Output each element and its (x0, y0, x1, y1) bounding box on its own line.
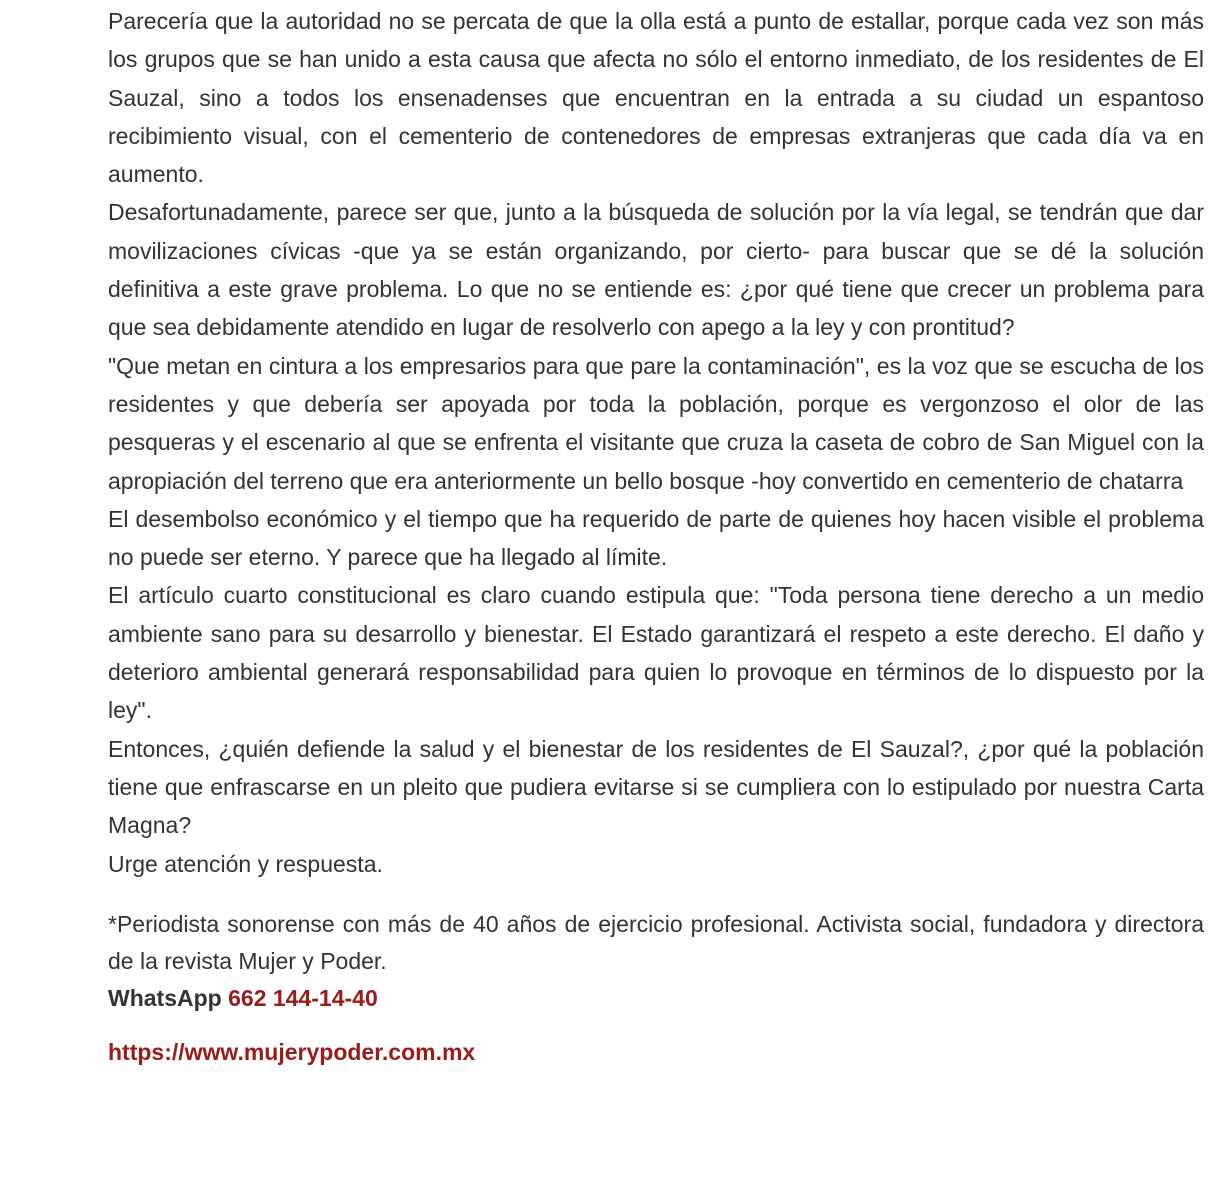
website-link[interactable]: https://www.mujerypoder.com.mx (108, 1038, 476, 1065)
paragraph-7: Urge atención y respuesta. (108, 850, 383, 877)
author-bio: *Periodista sonorense con más de 40 años de ejercicio profesional. Activista social, fundadora y directora de la revista Mujer y Poder. (108, 910, 1204, 974)
paragraph-2: Desafortunadamente, parece ser que, junto a la búsqueda de solución por la vía legal, se tendrán que dar movilizaciones cívicas -que ya se están organizando, por cierto- para buscar que se dé la solución definitiva a este grave problema. Lo que no se entiende es: ¿por qué tiene que crecer un problema para que sea debidamente atendido en lugar de resolverlo con apego a la ley y con prontitud? (108, 199, 1204, 341)
paragraph-1: Parecería que la autoridad no se percata de que la olla está a punto de estallar, porque cada vez son más los grupos que se han unido a esta causa que afecta no sólo el entorno inmediato, de los residentes de El Sauzal, sino a todos los ensenadenses que encuentran en la entrada a su ciudad un espantoso recibimiento visual, con el cementerio de contenedores de empresas extranjeras que cada día va en aumento. (108, 8, 1204, 188)
author-contact (108, 980, 1204, 1017)
paragraph-5: El artículo cuarto constitucional es claro cuando estipula que: "Toda persona tiene derecho a un medio ambiente sano para su desarrollo y bienestar. El Estado garantizará el respeto a este derecho. El daño y deterioro ambiental generará responsabilidad para quien lo provoque en términos de lo dispuesto por la ley". (108, 582, 1204, 724)
paragraph-6: Entonces, ¿quién defiende la salud y el bienestar de los residentes de El Sauzal?, ¿por qué la población tiene que enfrascarse en un pleito que pudiera evitarse si se cumpliera con lo estipulado por nuestra Carta Magna? (108, 735, 1204, 839)
whatsapp-phone-link[interactable]: 662 144-14-40 (228, 984, 378, 1011)
paragraph-4: El desembolso económico y el tiempo que ha requerido de parte de quienes hoy hacen visible el problema no puede ser eterno. Y parece que ha llegado al límite. (108, 505, 1204, 571)
paragraph-3: "Que metan en cintura a los empresarios para que pare la contaminación", es la voz que se escucha de los residentes y que debería ser apoyada por toda la población, porque es vergonzoso el olor de las pesqueras y el escenario al que se enfrenta el visitante que cruza la caseta de cobro de San Miguel con la apropiación del terreno que era anteriormente un bello bosque -hoy convertido en cementerio de chatarra (108, 352, 1204, 494)
article-content (108, 0, 1204, 1071)
whatsapp-label: WhatsApp (108, 984, 222, 1011)
article-body (108, 0, 1204, 883)
